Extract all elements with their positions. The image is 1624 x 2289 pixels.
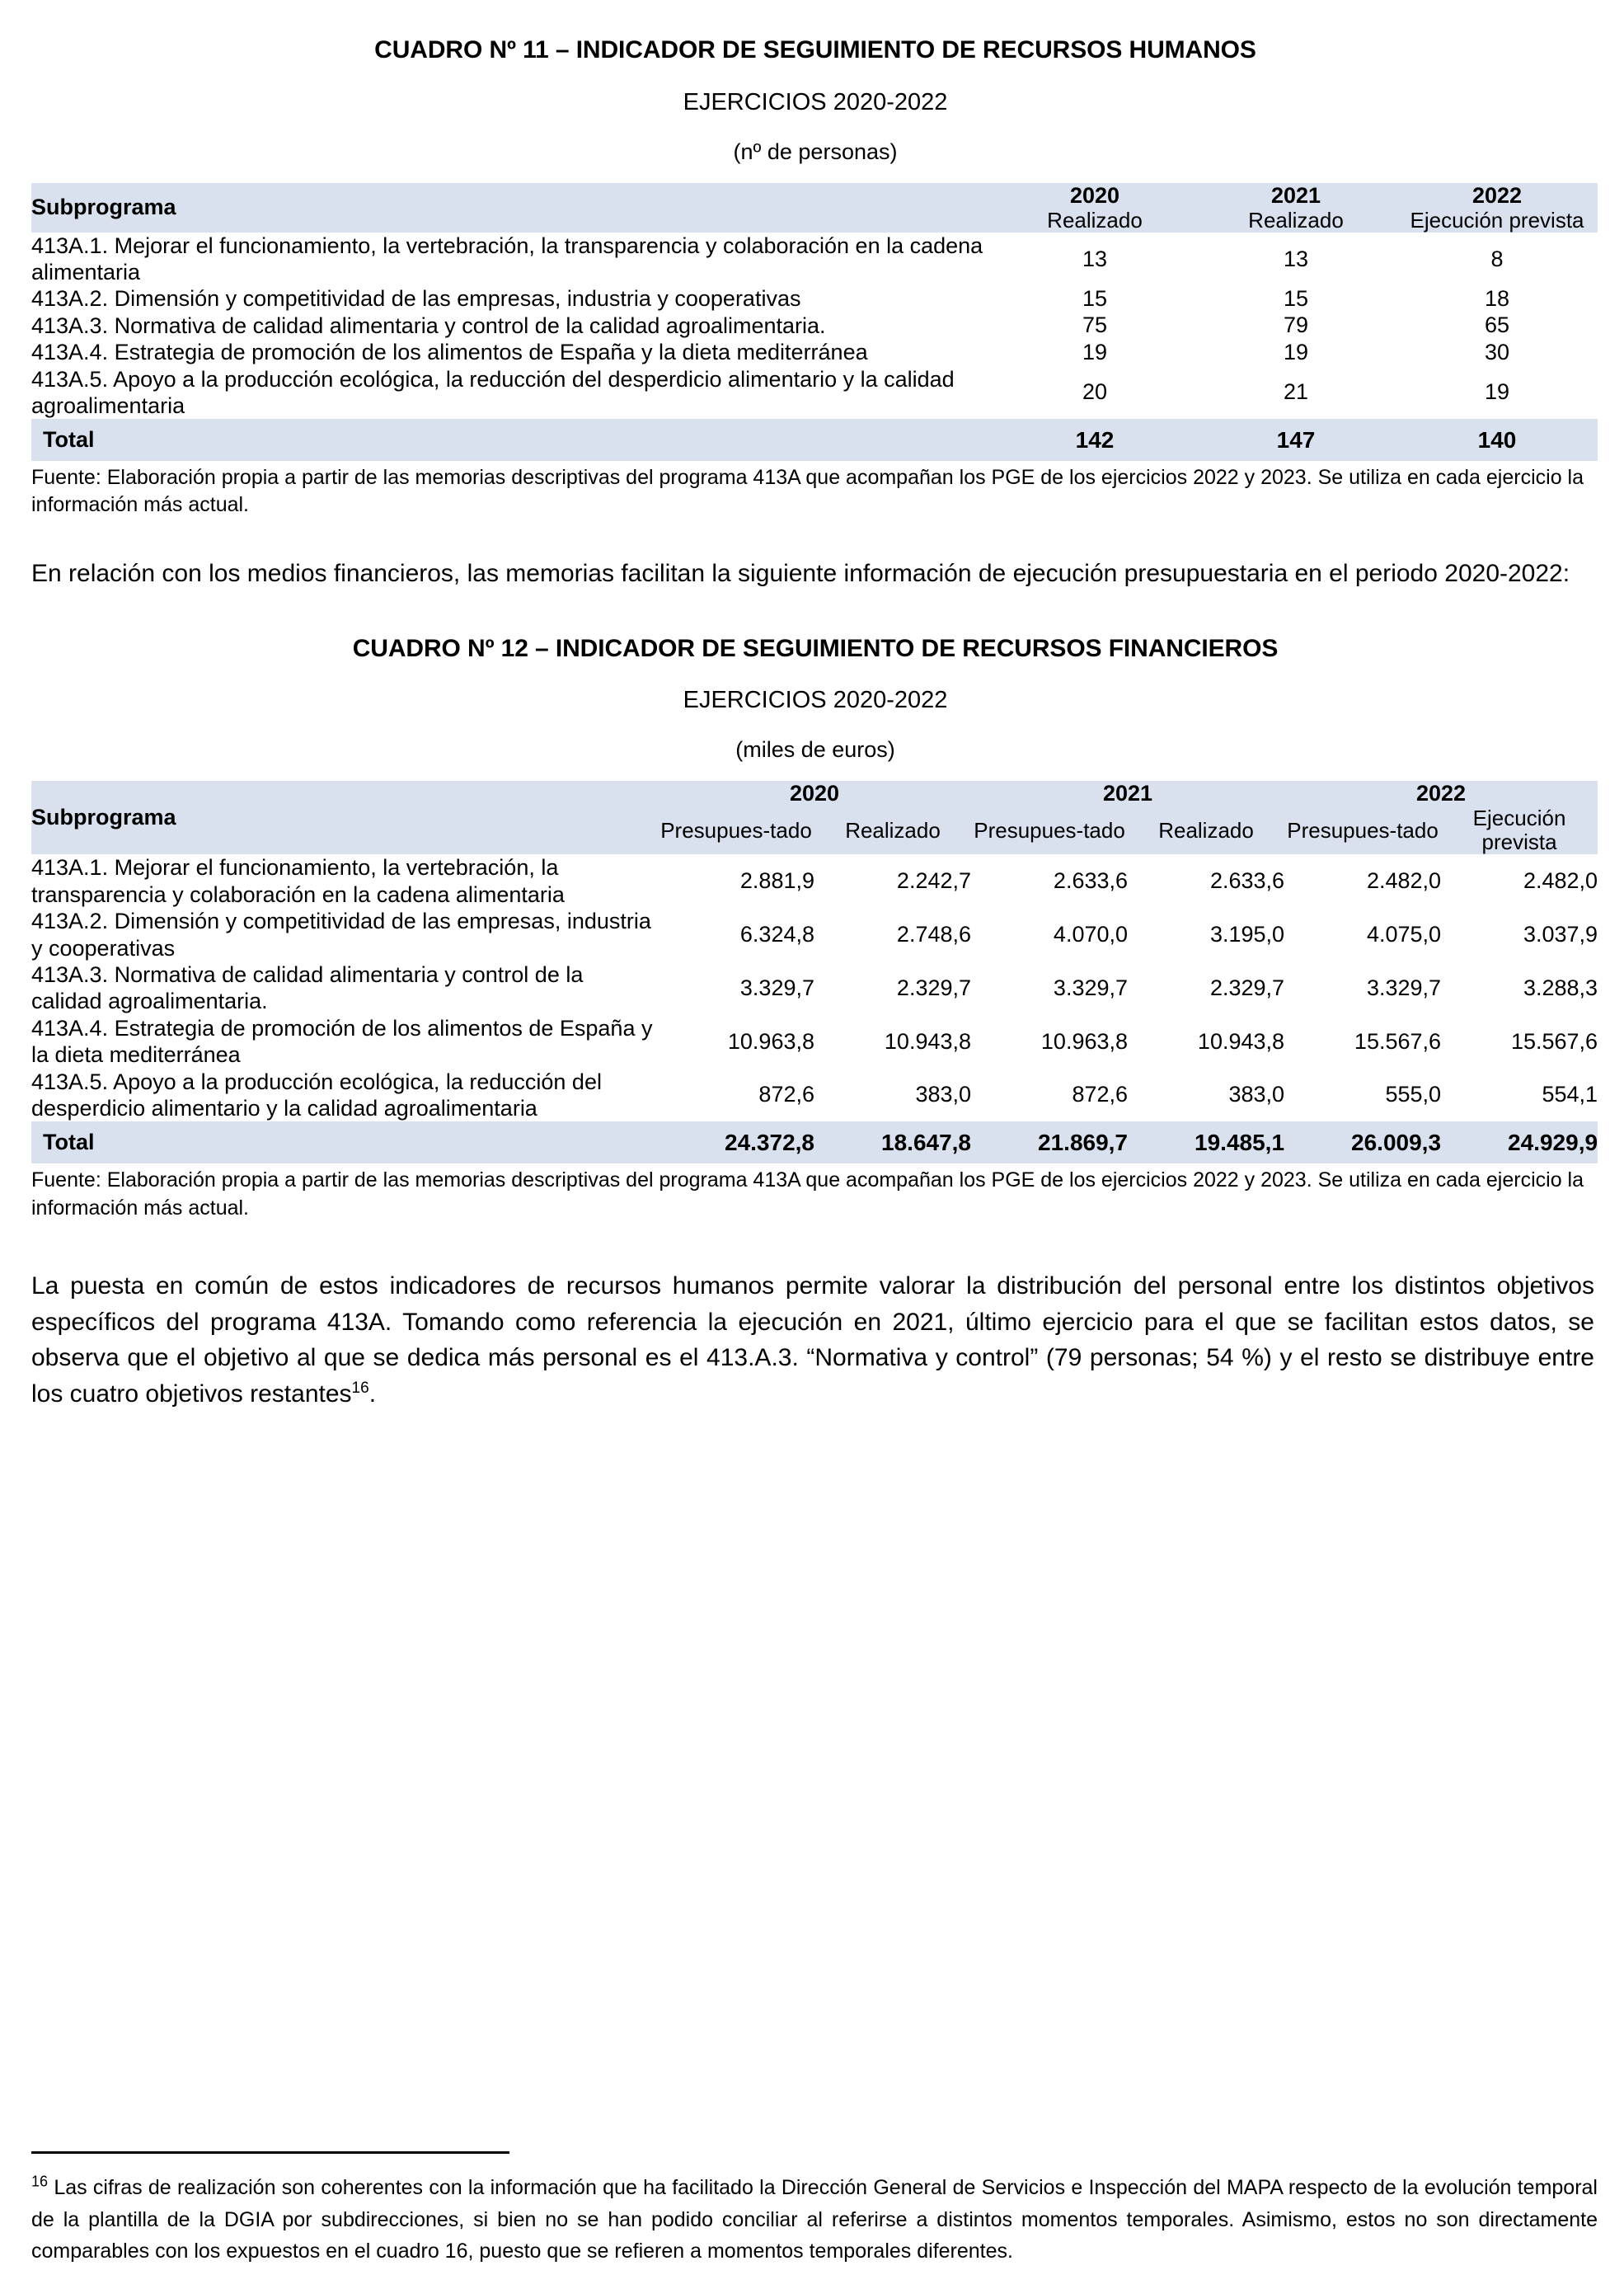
total-value: 26.009,3	[1284, 1121, 1441, 1163]
table-row	[31, 854, 1598, 908]
row-label: 413A.3. Normativa de calidad alimentaria y control de la calidad agroalimentaria.	[31, 962, 584, 1014]
row-value: 18	[1484, 286, 1510, 312]
row-label: 413A.4. Estrategia de promoción de los alimentos de España y la dieta mediterránea	[31, 340, 868, 365]
row-value: 3.329,7	[1366, 975, 1442, 1000]
row-label: 413A.5. Apoyo a la producción ecológica, la reducción del desperdicio alimentario y la calidad agroalimentaria	[31, 366, 955, 418]
header-kind-2020: Realizado	[994, 209, 1195, 233]
table-total-row	[31, 419, 1598, 460]
row-value: 3.329,7	[1053, 975, 1129, 1000]
header-kind-2022-presupuestado: Presupues-tado	[1284, 806, 1441, 854]
header-kind-2022-ejecucion: Ejecución prevista	[1441, 806, 1598, 854]
row-value: 6.324,8	[739, 922, 814, 947]
row-value: 2.881,9	[739, 868, 814, 894]
row-label: 413A.1. Mejorar el funcionamiento, la vertebración, la transparencia y colaboración en la cadena alimentaria	[31, 233, 983, 284]
row-value: 4.070,0	[1053, 922, 1129, 947]
row-value: 15.567,6	[1354, 1028, 1442, 1054]
row-value: 15.567,6	[1510, 1028, 1598, 1054]
cuadro-11-subtitle: EJERCICIOS 2020-2022	[683, 88, 948, 115]
paragraph-main	[31, 1222, 1599, 1412]
row-value: 10.963,8	[727, 1028, 814, 1054]
table-row	[31, 339, 1598, 365]
cuadro-11-table	[31, 183, 1598, 461]
row-value: 19	[1283, 339, 1309, 364]
table-row	[31, 1015, 1598, 1069]
row-value: 872,6	[758, 1082, 814, 1107]
table-header-year-row	[31, 183, 1598, 209]
row-value: 4.075,0	[1366, 922, 1442, 947]
cuadro-11-title: CUADRO Nº 11 – INDICADOR DE SEGUIMIENTO DE RECURSOS HUMANOS	[374, 36, 1256, 63]
header-year-2020: 2020	[994, 183, 1195, 209]
row-value: 2.482,0	[1523, 868, 1598, 894]
row-label: 413A.2. Dimensión y competitividad de las empresas, industria y cooperativas	[31, 909, 651, 961]
cuadro-12-title: CUADRO Nº 12 – INDICADOR DE SEGUIMIENTO DE RECURSOS FINANCIEROS	[352, 634, 1279, 662]
header-kind-2021-presupuestado: Presupues-tado	[971, 806, 1128, 854]
row-value: 2.329,7	[896, 975, 972, 1000]
row-value: 75	[1082, 313, 1108, 338]
header-subprograma: Subprograma	[31, 781, 658, 854]
total-value: 19.485,1	[1128, 1121, 1284, 1163]
row-label: 413A.5. Apoyo a la producción ecológica, la reducción del desperdicio alimentario y la calidad agroalimentaria	[31, 1069, 602, 1121]
header-year-2021: 2021	[1195, 183, 1396, 209]
row-value: 21	[1283, 379, 1309, 405]
row-value: 65	[1484, 313, 1510, 338]
row-value: 10.963,8	[1040, 1028, 1129, 1054]
table-row	[31, 285, 1598, 312]
row-value: 79	[1283, 313, 1309, 338]
paragraph-main-text: La puesta en común de estos indicadores de recursos humanos permite valorar la distribución del personal entre los distintos objetivos específicos del programa 413A. Tomando como referencia la ejecución en 2021, último ejercicio para el que se facilitan estos datos, se observa que el objetivo al que se dedica más personal es el 413.A.3. “Normativa y control” (79 personas; 54 %) y el resto se distribuye entre los cuatro objetivos restantes	[31, 1272, 1594, 1408]
row-label: 413A.2. Dimensión y competitividad de las empresas, industria y cooperativas	[31, 286, 801, 312]
table-row	[31, 961, 1598, 1015]
total-label: Total	[31, 419, 994, 460]
table-header-year-row	[31, 781, 1598, 806]
row-value: 2.633,6	[1053, 868, 1129, 894]
row-value: 2.748,6	[896, 922, 972, 947]
header-year-2022: 2022	[1396, 183, 1598, 209]
row-value: 13	[1283, 246, 1309, 271]
row-value: 10.943,8	[1197, 1028, 1285, 1054]
footnote-separator	[31, 2151, 509, 2154]
cuadro-12-subtitle: EJERCICIOS 2020-2022	[683, 687, 948, 714]
total-value: 142	[994, 419, 1195, 460]
row-value: 20	[1082, 379, 1108, 405]
total-value: 18.647,8	[814, 1121, 971, 1163]
header-year-2022: 2022	[1284, 781, 1598, 806]
row-value: 555,0	[1385, 1082, 1442, 1107]
total-value: 147	[1195, 419, 1396, 460]
cuadro-11-source-note: Fuente: Elaboración propia a partir de las memorias descriptivas del programa 413A que acompañan los PGE de los ejercicios 2022 y 2023. Se utiliza en cada ejercicio la información más actual.	[31, 465, 1584, 517]
table-row	[31, 908, 1598, 961]
row-value: 30	[1484, 339, 1510, 364]
row-value: 3.195,0	[1209, 922, 1285, 947]
paragraph-intro: En relación con los medios financieros, las memorias facilitan la siguiente información de ejecución presupuestaria en el periodo 2020-2022:	[31, 560, 1570, 588]
total-value: 24.372,8	[658, 1121, 814, 1163]
cuadro-12-unit: (miles de euros)	[735, 737, 895, 763]
row-value: 13	[1082, 246, 1108, 271]
row-label: 413A.3. Normativa de calidad alimentaria y control de la calidad agroalimentaria.	[31, 313, 826, 338]
footnote-reference[interactable]: 16	[351, 1379, 369, 1397]
row-value: 10.943,8	[884, 1028, 972, 1054]
header-kind-2022: Ejecución prevista	[1396, 209, 1598, 233]
row-label: 413A.4. Estrategia de promoción de los alimentos de España y la dieta mediterránea	[31, 1015, 653, 1068]
header-kind-2020-realizado: Realizado	[814, 806, 971, 854]
total-value: 140	[1396, 419, 1598, 460]
row-value: 554,1	[1542, 1082, 1598, 1107]
table-total-row	[31, 1121, 1598, 1163]
cuadro-12-source-note: Fuente: Elaboración propia a partir de las memorias descriptivas del programa 413A que acompañan los PGE de los ejercicios 2022 y 2023. Se utiliza en cada ejercicio la información más actual.	[31, 1168, 1584, 1220]
row-value: 3.329,7	[739, 975, 814, 1000]
row-label: 413A.1. Mejorar el funcionamiento, la vertebración, la transparencia y colaboración en la cadena alimentaria	[31, 855, 565, 907]
row-value: 2.482,0	[1366, 868, 1442, 894]
row-value: 15	[1283, 286, 1309, 312]
header-kind-2020-presupuestado: Presupues-tado	[658, 806, 814, 854]
cuadro-11-unit: (nº de personas)	[733, 139, 898, 164]
row-value: 2.633,6	[1209, 868, 1285, 894]
cuadro-12-table	[31, 781, 1598, 1163]
total-value: 24.929,9	[1441, 1121, 1598, 1163]
table-row	[31, 313, 1598, 339]
total-label: Total	[31, 1121, 658, 1163]
row-value: 3.288,3	[1523, 975, 1598, 1000]
row-value: 19	[1484, 379, 1510, 405]
header-year-2020: 2020	[658, 781, 971, 806]
table-row	[31, 233, 1598, 286]
row-value: 8	[1490, 246, 1504, 271]
header-kind-2021: Realizado	[1195, 209, 1396, 233]
footnote-text: Las cifras de realización son coherentes con la información que ha facilitado la Dirección General de Servicios e Inspección del MAPA respecto de la evolución temporal de la plantilla de la DGIA por subdirecciones, si bien no se han podido conciliar al referirse a distintos momentos temporales. Asimismo, estos no son directamente comparables con los expuestos en el cuadro 16, puesto que se refieren a momentos temporales diferentes.	[31, 2175, 1598, 2263]
table-row	[31, 366, 1598, 420]
row-value: 19	[1082, 339, 1108, 364]
header-subprograma: Subprograma	[31, 183, 994, 233]
table-row	[31, 1069, 1598, 1122]
row-value: 383,0	[915, 1082, 972, 1107]
header-year-2021: 2021	[971, 781, 1284, 806]
row-value: 3.037,9	[1523, 922, 1598, 947]
footnote-mark: 16	[31, 2173, 49, 2190]
paragraph-main-tail: .	[368, 1380, 377, 1408]
header-kind-2021-realizado: Realizado	[1128, 806, 1284, 854]
row-value: 15	[1082, 286, 1108, 312]
row-value: 2.329,7	[1209, 975, 1285, 1000]
total-value: 21.869,7	[971, 1121, 1128, 1163]
row-value: 872,6	[1072, 1082, 1129, 1107]
footnote-area	[31, 2151, 1598, 2268]
row-value: 2.242,7	[896, 868, 972, 894]
footnote-16	[31, 2172, 1598, 2268]
row-value: 383,0	[1228, 1082, 1285, 1107]
